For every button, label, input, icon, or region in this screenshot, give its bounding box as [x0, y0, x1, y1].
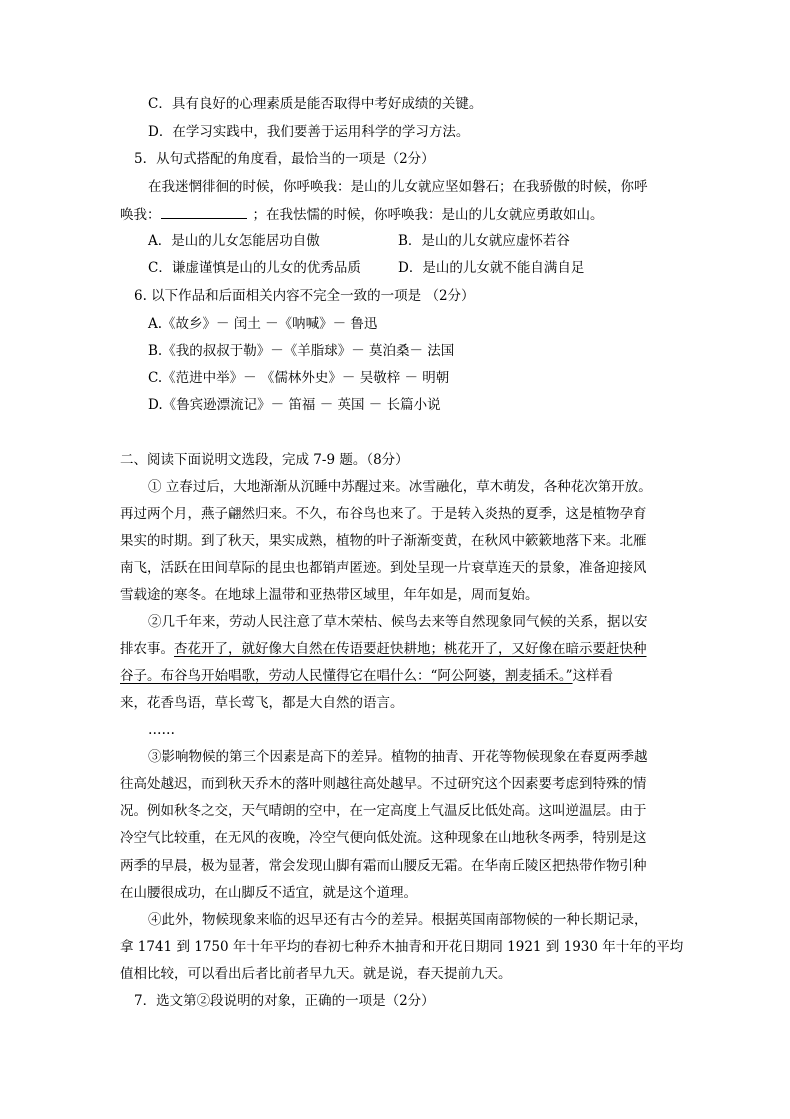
q6-stem: 6. 以下作品和后面相关内容不完全一致的一项是 （2分）: [134, 288, 475, 304]
q5-option-b: B．是山的儿女就应虚怀若谷: [398, 233, 570, 249]
paragraph-2-line: ②几千年来，劳动人民注意了草木荣枯、候鸟去来等自然现象同气候的关系，据以安: [148, 614, 648, 630]
q6-option-c: C.《范进中举》－ 《儒林外史》－ 吴敬梓 － 明朝: [148, 370, 450, 386]
answer-blank: [161, 204, 247, 219]
q5-passage-line-2-a: 唤我：: [120, 207, 161, 223]
underlined-sentence: 谷子。布谷鸟开始唱歌，劳动人民懂得它在唱什么：“阿公阿婆，割麦插禾。”: [120, 668, 573, 684]
paragraph-2-line: [120, 666, 613, 686]
q5-passage-line-1: 在我迷惘徘徊的时候，你呼唤我：是山的儿女就应坚如磐石；在我骄傲的时候，你呼: [148, 179, 648, 195]
ellipsis: ……: [148, 722, 175, 738]
paragraph-1-line: 再过两个月，燕子翩然归来。不久，布谷鸟也来了。于是转入炎热的夏季，这是植物孕育: [120, 506, 647, 522]
paragraph-1-line: ① 立春过后，大地渐渐从沉睡中苏醒过来。冰雪融化，草木萌发，各种花次第开放。: [148, 479, 652, 495]
q4-option-c: C．具有良好的心理素质是能否取得中考好成绩的关键。: [148, 96, 483, 112]
underlined-sentence: 杏花开了，就好像大自然在传语要赶快耕地；桃花开了，又好像在暗示要赶快种: [174, 641, 647, 657]
paragraph-3-line: 两季的早晨，极为显著，常会发现山脚有霜而山腰反无霜。在华南丘陵区把热带作物引种: [120, 858, 647, 874]
q5-stem: 5．从句式搭配的角度看，最恰当的一项是（2分）: [134, 151, 435, 167]
paragraph-1-line: 果实的时期。到了秋天，果实成熟，植物的叶子渐渐变黄，在秋风中簌簌地落下来。北雁: [120, 533, 647, 549]
paragraph-1-line: 雪载途的寒冬。在地球上温带和亚热带区域里，年年如是，周而复始。: [120, 587, 539, 603]
paragraph-3-line: ③影响物候的第三个因素是高下的差异。植物的抽青、开花等物候现象在春夏两季越: [148, 749, 648, 765]
paragraph-1-line: 南飞，活跃在田间草际的昆虫也都销声匿迹。到处呈现一片衰草连天的景象，准备迎接风: [120, 560, 647, 576]
paragraph-4-line: 值相比较，可以看出后者比前者早九天。就是说，春天提前九天。: [120, 966, 512, 982]
paragraph-2-text: 排农事。: [120, 641, 174, 657]
paragraph-3-line: 往高处越迟，而到秋天乔木的落叶则越往高处越早。不过研究这个因素要考虑到特殊的情: [120, 776, 647, 792]
paragraph-3-line: 在山腰很成功，在山脚反不适宜，就是这个道理。: [120, 885, 417, 901]
paragraph-3-line: 况。例如秋冬之交，天气晴朗的空中，在一定高度上气温反比低处高。这叫逆温层。由于: [120, 803, 647, 819]
paragraph-3-line: 冷空气比较重，在无风的夜晚，冷空气便向低处流。这种现象在山地秋冬两季，特别是这: [120, 830, 647, 846]
q5-passage-line-2-b: ；在我怯懦的时候，你呼唤我：是山的儿女就应勇敢如山。: [252, 207, 604, 223]
q7-stem: 7．选文第②段说明的对象，正确的一项是（2分）: [134, 993, 435, 1009]
q6-option-b: B.《我的叔叔于勒》－《羊脂球》－ 莫泊桑－ 法国: [148, 343, 455, 359]
q4-option-d: D．在学习实践中，我们要善于运用科学的学习方法。: [148, 124, 470, 140]
q6-option-d: D.《鲁宾逊漂流记》－ 笛福 － 英国 － 长篇小说: [148, 397, 441, 413]
paragraph-4-line: ④此外，物候现象来临的迟早还有古今的差异。根据英国南部物候的一种长期记录，: [148, 912, 648, 928]
paragraph-4-line: 拿 1741 到 1750 年十年平均的春初七种乔木抽青和开花日期同 1921 到 1930 年十年的平均: [120, 939, 684, 955]
q5-passage-line-2: [120, 204, 604, 224]
q5-option-c: C．谦虚谨慎是山的儿女的优秀品质: [148, 260, 361, 276]
section-2-heading: 二、阅读下面说明文选段，完成 7-9 题。（8分）: [120, 452, 409, 468]
q5-option-d: D．是山的儿女就不能自满自足: [398, 260, 585, 276]
paragraph-2-text: 这样看: [572, 668, 614, 684]
q6-option-a: A.《故乡》－ 闰土 －《呐喊》－ 鲁迅: [148, 316, 378, 332]
paragraph-2-line: 来，花香鸟语，草长莺飞，都是大自然的语言。: [120, 695, 404, 711]
q5-option-a: A．是山的儿女怎能居功自傲: [148, 233, 320, 249]
paragraph-2-line: [120, 639, 647, 659]
